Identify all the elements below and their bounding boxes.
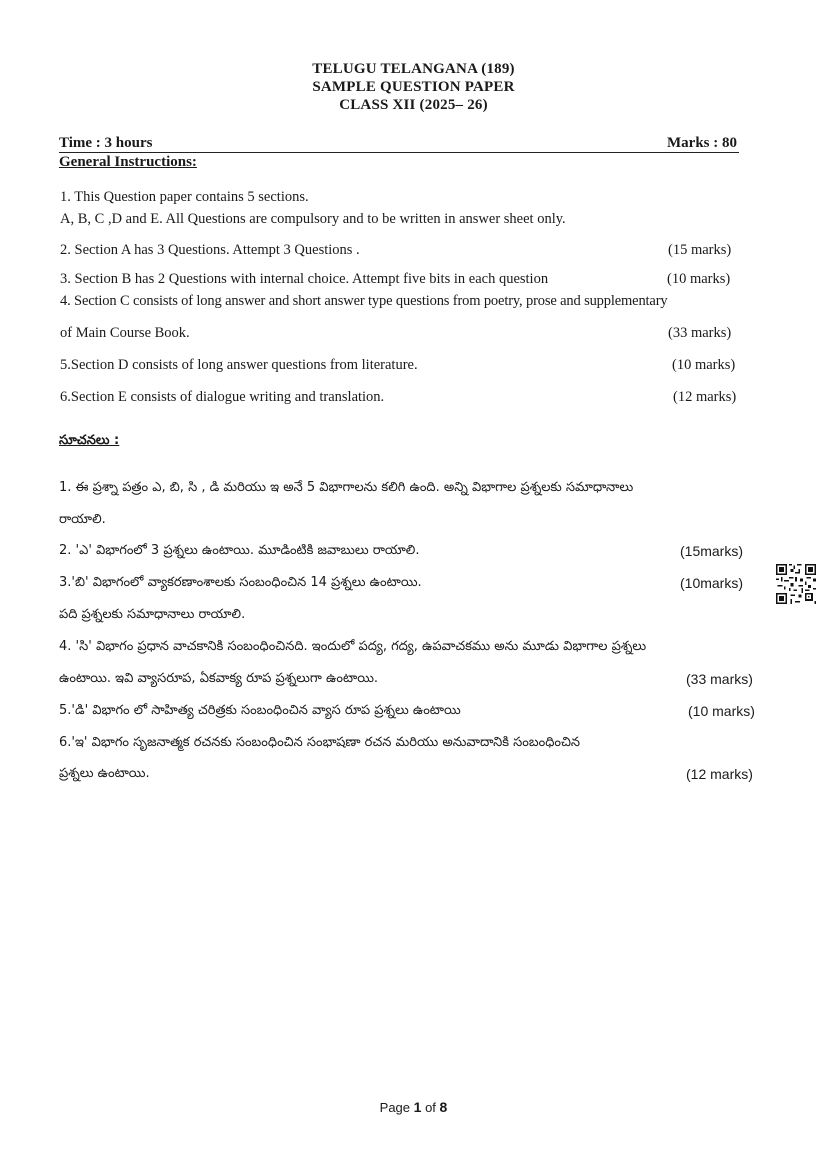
page-label: Page (379, 1100, 411, 1115)
telugu-instruction-line: ఉంటాయి. ఇవి వ్యాసరూప, ఏకవాక్య రూప ప్రశ్నలుగా ఉంటాయి. (59, 671, 379, 686)
subject-title: TELUGU TELANGANA (189) (312, 61, 515, 77)
telugu-instruction-line: రాయాలి. (59, 512, 106, 527)
section-d-marks: (10 marks) (672, 357, 736, 373)
instruction-line: 2. Section A has 3 Questions. Attempt 3 Questions . (60, 242, 360, 258)
class-year: CLASS XII (2025– 26) (339, 97, 488, 113)
instruction-line: A, B, C ,D and E. All Questions are compulsory and to be written in answer sheet only. (60, 211, 566, 227)
paper-header (0, 60, 827, 114)
telugu-section-c-marks: (33 marks) (686, 671, 753, 687)
general-instructions-heading: General Instructions: (59, 154, 197, 170)
paper-type: SAMPLE QUESTION PAPER (312, 79, 515, 95)
section-c-marks: (33 marks) (668, 325, 732, 341)
qr-code-icon (776, 564, 816, 604)
current-page: 1 (413, 1099, 422, 1115)
telugu-instruction-line: 1. ఈ ప్రశ్నా పత్రం ఎ, బి, సి , డి మరియు ఇ అనే 5 విభాగాలను కలిగి ఉంది. అన్ని విభాగాల ప్రశ్నలకు సమాధానాలు (59, 480, 634, 495)
telugu-instruction-line: 6.'ఇ' విభాగం సృజనాత్మక రచనకు సంబంధించిన సంభాషణా రచన మరియు అనువాదానికి సంబంధించిన (59, 735, 581, 750)
telugu-instruction-line: 3.'బి' విభాగంలో వ్యాకరణాంశాలకు సంబంధించిన 14 ప్రశ్నలు ఉంటాయి. (59, 575, 422, 590)
section-b-marks: (10 marks) (667, 271, 731, 287)
instruction-line: of Main Course Book. (60, 325, 190, 341)
telugu-instructions-heading: సూచనలు : (59, 433, 120, 448)
instruction-line: 6.Section E consists of dialogue writing and translation. (60, 389, 385, 405)
telugu-instruction-line: 5.'డి' విభాగం లో సాహిత్య చరిత్రకు సంబంధించిన వ్యాస రూప ప్రశ్నలు ఉంటాయి (59, 703, 461, 718)
total-marks-label: Marks : 80 (667, 135, 737, 151)
section-e-marks: (12 marks) (673, 389, 737, 405)
instruction-line: 5.Section D consists of long answer questions from literature. (60, 357, 418, 373)
telugu-instruction-line: పది ప్రశ్నలకు సమాధానాలు రాయాలి. (59, 607, 246, 622)
instruction-line: 3. Section B has 2 Questions with internal choice. Attempt five bits in each question (60, 271, 549, 287)
page-of: of (425, 1100, 436, 1115)
header-divider (59, 152, 739, 153)
telugu-section-e-marks: (12 marks) (686, 766, 753, 782)
telugu-instruction-line: ప్రశ్నలు ఉంటాయి. (59, 766, 150, 781)
telugu-section-a-marks: (15marks) (680, 543, 744, 559)
section-a-marks: (15 marks) (668, 242, 732, 258)
telugu-section-d-marks: (10 marks) (688, 703, 755, 719)
telugu-instruction-line: 4. 'సి' విభాగం ప్రధాన వాచకానికి సంబంధించినది. ఇందులో పద్య, గద్య, ఉపవాచకము అను మూడు విభాగాల ప్రశ్నలు (59, 639, 647, 654)
instruction-line: 4. Section C consists of long answer and short answer type questions from poetry, prose and supplementary (60, 293, 668, 309)
telugu-section-b-marks: (10marks) (680, 575, 744, 591)
instruction-line: 1. This Question paper contains 5 sections. (60, 189, 309, 205)
total-pages: 8 (439, 1099, 448, 1115)
telugu-instruction-line: 2. 'ఎ' విభాగంలో 3 ప్రశ్నలు ఉంటాయి. మూడింటికి జవాబులు రాయాలి. (59, 543, 420, 558)
time-label: Time : 3 hours (59, 135, 153, 151)
time-marks-row (59, 135, 737, 153)
page-footer (0, 1099, 827, 1115)
